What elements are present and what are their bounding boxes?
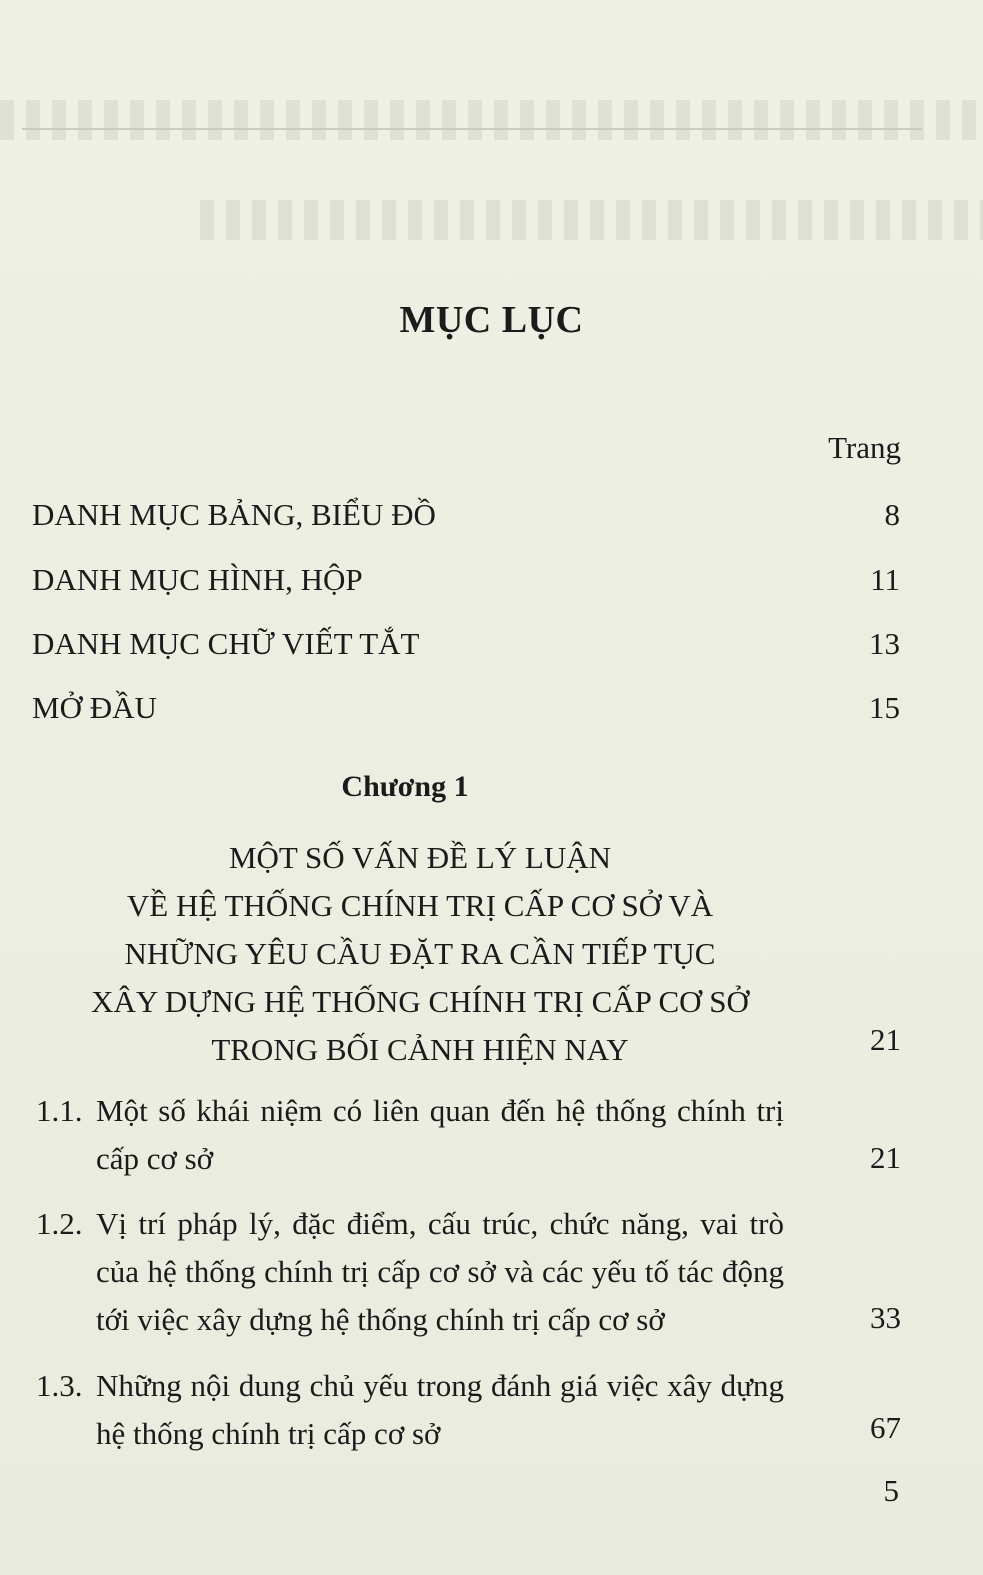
chapter-title-line: MỘT SỐ VẤN ĐỀ LÝ LUẬN	[228, 840, 612, 875]
toc-entry-page: 8	[884, 497, 900, 532]
chapter-page: 21	[870, 1022, 901, 1057]
toc-entry-page: 13	[869, 626, 900, 661]
section-number: 1.2.	[36, 1206, 83, 1241]
toc-entry-label: DANH MỤC BẢNG, BIỂU ĐỒ	[32, 497, 436, 532]
chapter-title-line: VỀ HỆ THỐNG CHÍNH TRỊ CẤP CƠ SỞ VÀ	[126, 888, 714, 923]
chapter-title-line: NHỮNG YÊU CẦU ĐẶT RA CẦN TIẾP TỤC	[124, 936, 716, 971]
page-column-label: Trang	[828, 430, 901, 465]
section-page: 33	[870, 1300, 901, 1335]
chapter-title-line: XÂY DỰNG HỆ THỐNG CHÍNH TRỊ CẤP CƠ SỞ	[91, 984, 749, 1019]
section-number: 1.3.	[36, 1368, 83, 1403]
toc-entry-label: DANH MỤC CHỮ VIẾT TẮT	[32, 626, 420, 661]
section-text: Vị trí pháp lý, đặc điểm, cấu trúc, chức năng, vai trò của hệ thống chính trị cấp cơ sở và các yếu tố tác động tới việc xây dựng hệ thống chính trị cấp cơ sở	[96, 1206, 784, 1337]
toc-entry-label: DANH MỤC HÌNH, HỘP	[32, 562, 363, 597]
chapter-label: Chương 1	[341, 770, 469, 803]
section-entry[interactable]	[36, 1362, 784, 1458]
toc-entry-page: 15	[869, 690, 900, 725]
bleed-through-header	[0, 100, 983, 140]
toc-title: MỤC LỤC	[399, 299, 584, 341]
toc-entry-label: MỞ ĐẦU	[32, 690, 157, 725]
section-text: Những nội dung chủ yếu trong đánh giá việc xây dựng hệ thống chính trị cấp cơ sở	[96, 1368, 784, 1451]
chapter-title[interactable]	[30, 834, 810, 1074]
section-entry[interactable]	[36, 1200, 784, 1344]
page-number: 5	[883, 1473, 899, 1508]
bleed-through-text	[200, 200, 983, 240]
header-rule	[22, 128, 922, 130]
section-page: 21	[870, 1140, 901, 1175]
section-page: 67	[870, 1410, 901, 1445]
section-entry[interactable]	[36, 1087, 784, 1183]
chapter-title-line: TRONG BỐI CẢNH HIỆN NAY	[211, 1032, 629, 1067]
section-number: 1.1.	[36, 1093, 83, 1128]
toc-entry-page: 11	[870, 562, 900, 597]
section-text: Một số khái niệm có liên quan đến hệ thống chính trị cấp cơ sở	[96, 1093, 784, 1176]
